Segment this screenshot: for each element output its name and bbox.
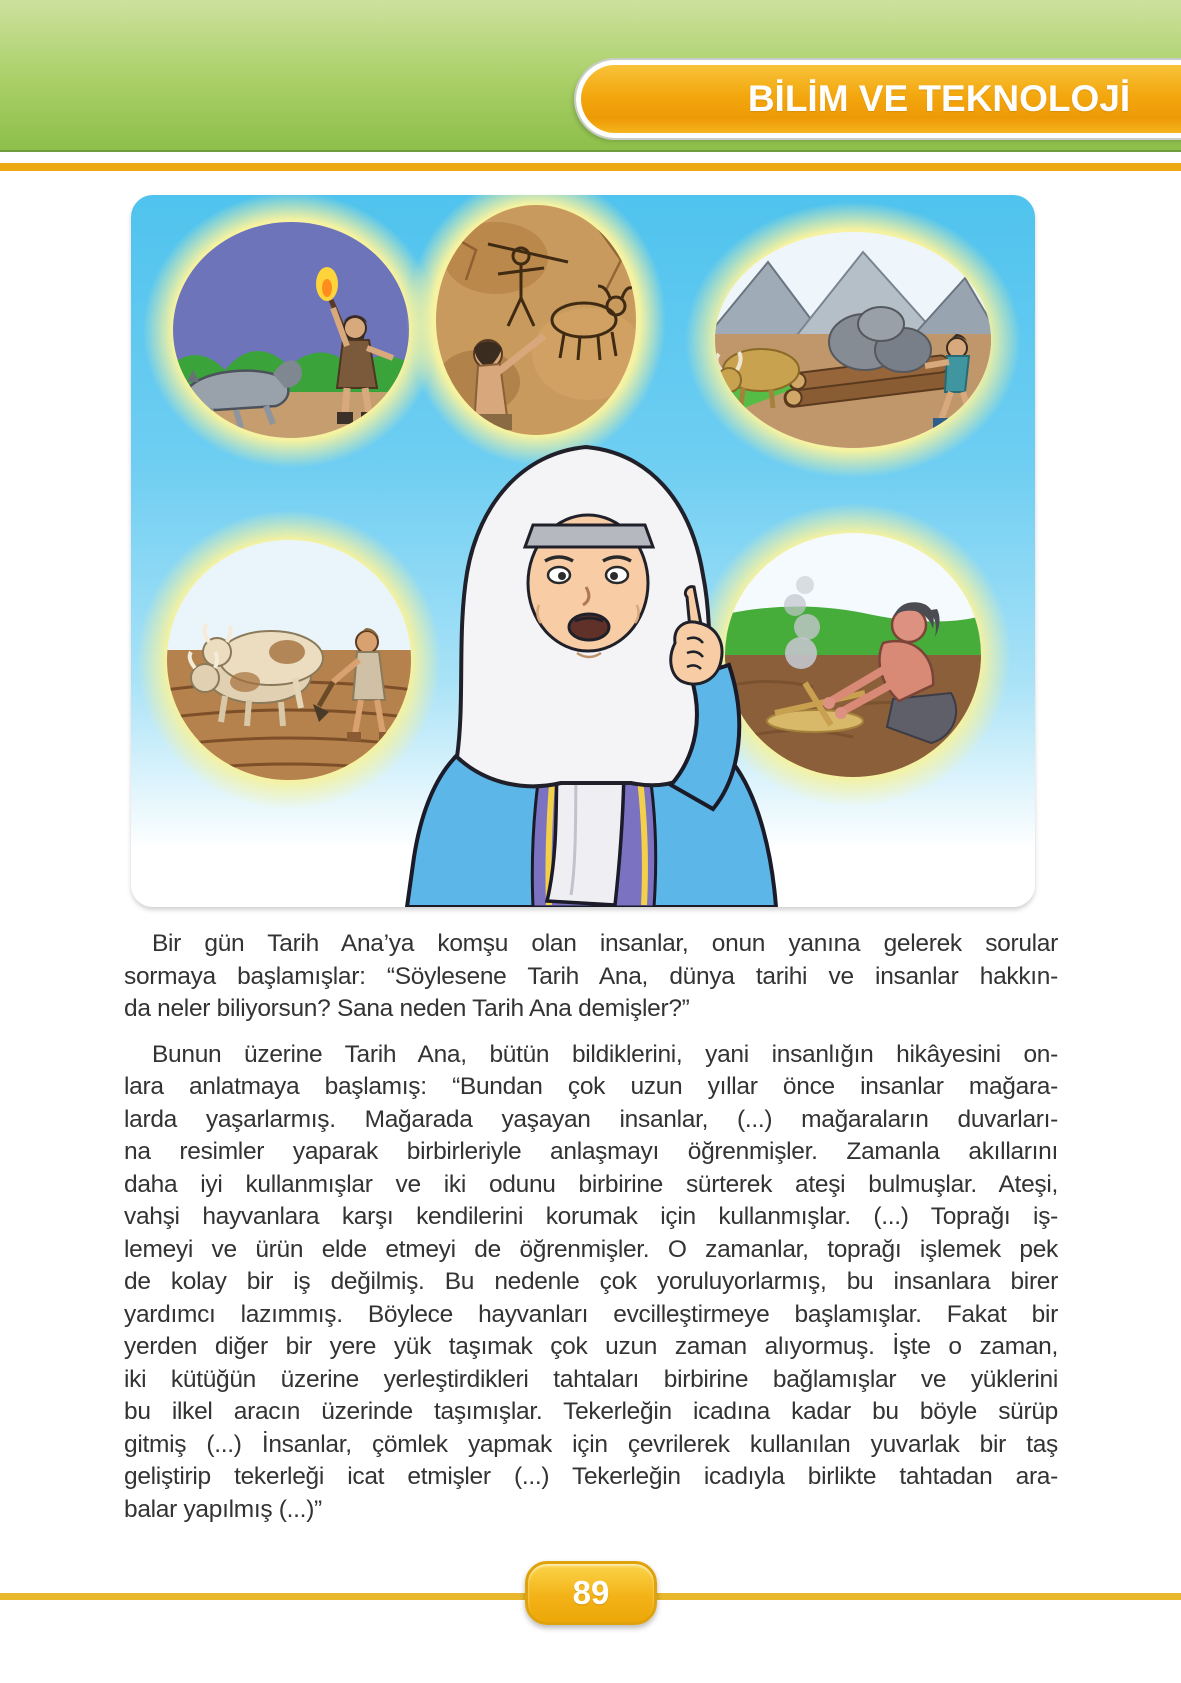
chapter-title-pill bbox=[576, 60, 1181, 138]
text-line: gitmiş (...) İnsanlar, çömlek yapmak için çevrilerek kullanılan yuvarlak bir taş bbox=[124, 1430, 1058, 1458]
vignette-oxen-hauling-logs bbox=[685, 202, 1021, 478]
text-line: iki kütüğün üzerine yerleştirdikleri tahtaları birbirine bağlamışlar ve yüklerini bbox=[124, 1365, 1058, 1393]
vignette-plowing-with-oxen bbox=[137, 510, 441, 810]
vignette-making-fire bbox=[695, 503, 1011, 807]
text-line: Bir gün Tarih Ana’ya komşu olan insanlar, onun yanına gelerek sorular bbox=[152, 930, 1058, 957]
text-line: vahşi hayvanlara karşı kendilerini korumak için kullanmışlar. (...) Toprağı iş- bbox=[124, 1203, 1058, 1230]
vignette-cave-painting bbox=[406, 195, 666, 465]
text-line: da neler biliyorsun? Sana neden Tarih Ana demişler?” bbox=[124, 995, 690, 1022]
text-line: balar yapılmış (...)” bbox=[124, 1495, 322, 1523]
page-number: 89 bbox=[572, 1574, 610, 1611]
tarih-ana-figure bbox=[407, 447, 776, 907]
chapter-title: BİLİM VE TEKNOLOJİ bbox=[747, 78, 1131, 119]
text-line: lemeyi ve ürün elde etmeyi de öğrenmişler. O zamanlar, toprağı işlemek pek bbox=[124, 1235, 1058, 1263]
text-line: bu ilkel aracın üzerinde taşımışlar. Tekerleğin icadına kadar bu böyle sürüp bbox=[124, 1398, 1058, 1425]
paragraph bbox=[124, 1039, 1058, 1527]
text-line: sormaya başlamışlar: “Söylesene Tarih Ana, dünya tarihi ve insanlar hakkın- bbox=[124, 962, 1058, 990]
text-line: geliştirip tekerleği icat etmişler (...) Tekerleğin icadıyla birlikte tahtadan ara- bbox=[124, 1463, 1058, 1490]
header-band bbox=[0, 0, 1181, 152]
text-line: yardımcı lazımmış. Böylece hayvanları evcilleştirmeye başlamışlar. Fakat bir bbox=[124, 1300, 1058, 1328]
paragraph bbox=[124, 928, 1058, 1026]
page-number-badge bbox=[525, 1561, 657, 1625]
text-line: na resimler yaparak birbirleriyle anlaşmayı öğrenmişler. Zamanla akıllarını bbox=[124, 1138, 1058, 1165]
text-line: Bunun üzerine Tarih Ana, bütün bildiklerini, yani insanlığın hikâyesini on- bbox=[152, 1040, 1058, 1068]
body-text bbox=[124, 928, 1058, 1526]
text-line: de kolay bir iş değilmiş. Bu nedenle çok yoruluyorlarmış, bu insanlara birer bbox=[124, 1268, 1058, 1295]
illustration-svg bbox=[131, 195, 1035, 907]
vignette-caveman-torch-wolves bbox=[143, 195, 439, 472]
text-line: yerden diğer bir yere yük taşımak çok uzun zaman alıyormuş. İşte o zaman, bbox=[124, 1333, 1058, 1360]
text-line: lara anlatmaya başlamış: “Bundan çok uzun yıllar önce insanlar mağara- bbox=[124, 1073, 1058, 1100]
text-line: daha iyi kullanmışlar ve iki odunu birbirine sürterek ateşi bulmuşlar. Ateşi, bbox=[124, 1170, 1058, 1198]
text-line: larda yaşarlarmış. Mağarada yaşayan insanlar, (...) mağaraların duvarları- bbox=[124, 1105, 1058, 1133]
orange-rule bbox=[0, 163, 1181, 171]
illustration-frame bbox=[131, 195, 1035, 907]
